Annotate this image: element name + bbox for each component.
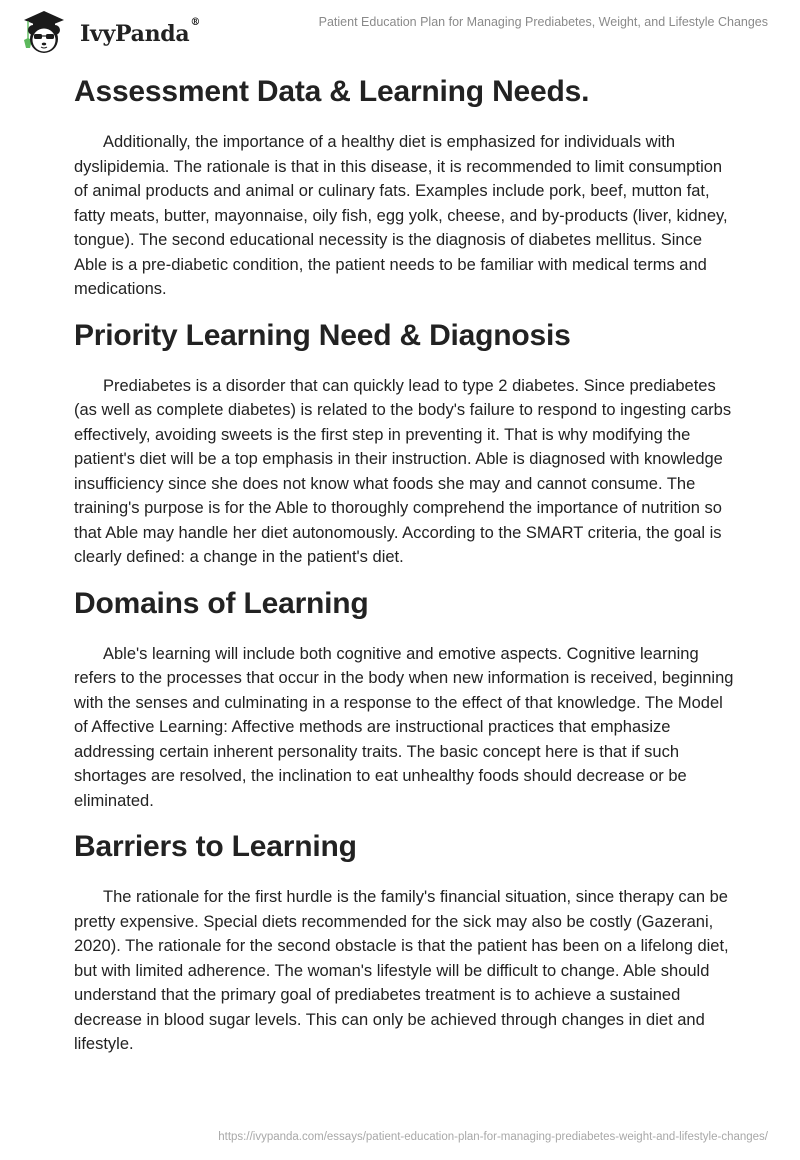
section-paragraph: The rationale for the first hurdle is the family's financial situation, since therapy can be pretty expensive. Special diets recommended for the sick may also be costly (Gazerani, 2020). The rationale for the second obstacle is that the patient has been on a lifelong diet, but with limited adherence. The woman's lifestyle will be difficult to change. Able should understand that the primary goal of prediabetes treatment is to achieve a sustained decrease in blood sugar levels. This can only be achieved through changes in diet and lifestyle. xyxy=(74,888,729,1053)
essay-content xyxy=(74,72,734,1071)
logo-wordmark: IvyPanda® xyxy=(80,17,201,47)
section-domains-of-learning xyxy=(74,584,734,814)
page-header xyxy=(0,0,800,60)
document-title: Patient Education Plan for Managing Prediabetes, Weight, and Lifestyle Changes xyxy=(318,15,768,29)
section-paragraph: Able's learning will include both cognitive and emotive aspects. Cognitive learning refers to the processes that occur in the body when new information is received, beginning with the senses and culminating in a response to the effect of that knowledge. The Model of Affective Learning: Affective methods are instructional practices that emphasize addressing certain inherent personality traits. The basic concept here is that if such shortages are resolved, the inclination to eat unhealthy foods should decrease or be eliminated. xyxy=(74,644,734,810)
source-url-link[interactable]: https://ivypanda.com/essays/patient-education-plan-for-managing-prediabetes-weight-and-lifestyle-changes/ xyxy=(218,1131,768,1143)
section-heading: Assessment Data & Learning Needs. xyxy=(74,75,590,108)
section-priority-learning-need xyxy=(74,316,734,570)
section-assessment xyxy=(74,72,734,302)
logo[interactable] xyxy=(16,8,200,56)
section-barriers-to-learning xyxy=(74,827,734,1057)
section-paragraph: Prediabetes is a disorder that can quickly lead to type 2 diabetes. Since prediabetes (as well as complete diabetes) is related to the body's failure to respond to ingesting carbs effectively, avoiding sweets is the first step in preventing it. That is why modifying the patient's diet will be a top emphasis in their instruction. Able is diagnosed with knowledge insufficiency since she does not know what foods she may and cannot consume. The training's purpose is for the Able to thoroughly comprehend the importance of nutrition so that Able may handle her diet autonomously. According to the SMART criteria, the goal is clearly defined: a change in the patient's diet. xyxy=(74,376,732,566)
section-heading: Barriers to Learning xyxy=(74,830,357,863)
section-paragraph: Additionally, the importance of a healthy diet is emphasized for individuals with dyslipidemia. The rationale is that in this disease, it is recommended to limit consumption of animal products and animal or culinary fats. Examples include pork, beef, mutton fat, fatty meats, butter, mayonnaise, oily fish, egg yolk, cheese, and by-products (liver, kidney, tongue). The second educational necessity is the diagnosis of diabetes mellitus. Since Able is a pre-diabetic condition, the patient needs to be familiar with medical terms and medications. xyxy=(74,133,728,298)
section-heading: Priority Learning Need & Diagnosis xyxy=(74,318,571,352)
section-heading: Domains of Learning xyxy=(74,586,369,620)
panda-graduate-icon xyxy=(16,8,72,56)
